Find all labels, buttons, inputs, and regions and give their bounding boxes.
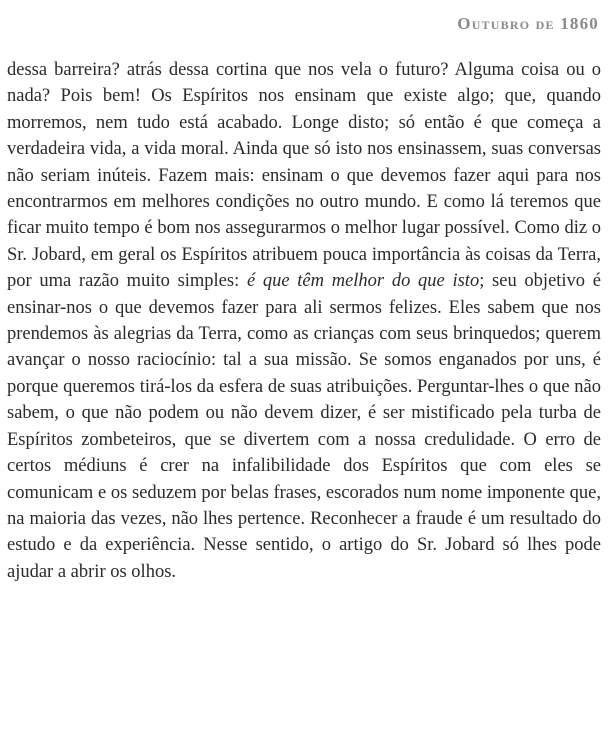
- paragraph-text-end: ; seu objetivo é ensinar-nos o que devemos fazer para ali sermos felizes. Eles sabem que nos prendemos às alegrias da Terra, como as crianças com seus brinquedos; querem avançar o nosso raciocínio: tal a sua missão. Se somos enganados por uns, é porque queremos tirá-los da esfera de suas atribuições. Perguntar-lhes o que não sabem, o que não podem ou não devem dizer, é ser mistificado pela turba de Espíritos zombeteiros, que se divertem com a nossa credulidade. O erro de certos médiuns é crer na infalibilidade dos Espíritos que com eles se comunicam e os seduzem por belas frases, escorados num nome imponente que, na maioria das vezes, não lhes pertence. Reconhecer a fraude é um resultado do estudo e da experiência. Nesse sentido, o artigo do Sr. Jobard só lhes pode ajudar a abrir os olhos.: [7, 271, 601, 582]
- body-paragraph: [7, 57, 601, 585]
- running-header: Outubro de 1860: [457, 14, 599, 33]
- paragraph-text-start: dessa barreira? atrás dessa cortina que nos vela o futuro? Alguma coisa ou o nada? Pois bem! Os Espíritos nos ensinam que existe algo; que, quando morremos, nem tudo está acabado. Longe disto; só então é que começa a verdadeira vida, a vida moral. Ainda que só isto nos ensinassem, suas conversas não seriam inúteis. Fazem mais: ensinam o que devemos fazer aqui para nos encontrarmos em melhores condições no outro mundo. E como lá teremos que ficar muito tempo é bom nos assegurarmos o melhor lugar possível. Como diz o Sr. Jobard, em geral os Espíritos atribuem pouca importância às coisas da Terra, por uma razão muito simples:: [7, 60, 601, 292]
- italic-phrase: é que têm melhor do que isto: [246, 271, 480, 292]
